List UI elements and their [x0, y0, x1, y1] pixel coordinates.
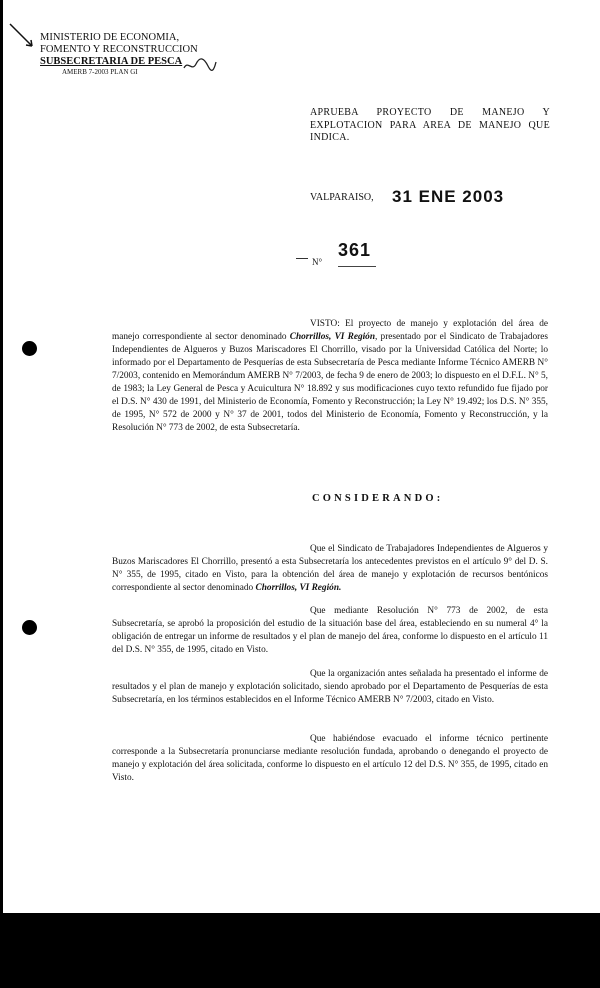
considerando-text: Que la organización antes señalada ha presentado el informe de resultados y el plan de manejo y explotación solicitado, siendo aprobado por el Departamento de Pesquerías de esta Subsecretaría, en los términos establecidos en el Informe Técnico AMERB N° 7/2003, citado en Visto. — [112, 669, 548, 705]
resolution-number: 361 — [338, 240, 372, 260]
place-label: VALPARAISO, — [310, 192, 374, 203]
header-subsecretaria: SUBSECRETARIA DE PESCA — [40, 56, 183, 67]
considerando-sector: Chorrillos, VI Región. — [255, 583, 342, 593]
considerando-paragraph — [112, 543, 548, 595]
considerando-text: Que habiéndose evacuado el informe técnico pertinente corresponde a la Subsecretaría pronunciarse mediante resolución fundada, aprobando o denegando el proyecto de manejo y explotación del área solicitada, conforme lo dispuesto en el artículo 12 del D.S. N° 355, de 1995, citado en Visto. — [112, 734, 548, 783]
date-stamp: 31 ENE 2003 — [392, 187, 505, 206]
ministry-header — [40, 32, 198, 77]
number-dash — [296, 258, 308, 259]
visto-paragraph — [112, 318, 548, 435]
visto-text-rest: , presentado por el Sindicato de Trabajadores Independientes de Algueros y Buzos Mariscadores El Chorrillo, visado por la Universidad Católica del Norte; lo informado por el Departamento de Pesquerías de esta Subsecretaría de Pesca mediante Informe Técnico AMERB N° 7/2003, contenido en Memorándum AMERB N° 7/2003, de fecha 9 de enero de 2003; lo dispuesto en el D.F.L. N° 5, de 1983; la Ley General de Pesca y Acuicultura N° 18.892 y sus modificaciones cuyo texto refundido fue fijado por el D.S. N° 430 de 1991, del Ministerio de Economía, Fomento y Reconstrucción; la Ley N° 19.492; los D.S. N° 355, de 1995, N° 572 de 2000 y N° 37 de 2001, todos del Ministerio de Economía, Fomento y Reconstrucción, y la Resolución N° 773 de 2002, de esta Subsecretaría. — [112, 332, 548, 433]
number-underline — [338, 266, 376, 267]
number-label: N° — [312, 257, 323, 267]
header-ministry: MINISTERIO DE ECONOMIA, — [40, 32, 180, 43]
resolution-subject: APRUEBA PROYECTO DE MANEJO Y EXPLOTACION PARA AREA DE MANEJO QUE INDICA. — [310, 107, 550, 143]
corner-staple-mark — [6, 20, 36, 50]
scan-left-edge — [0, 0, 3, 913]
punch-hole — [22, 341, 37, 356]
considerando-text: Que el Sindicato de Trabajadores Independientes de Algueros y Buzos Mariscadores El Chorrillo, presentó a esta Subsecretaría los antecedentes previstos en el artículo 9° del D. S. N° 355, de 1995, citado en Visto, para la obtención del área de manejo y explotación de recursos bentónicos correspondiente al sector denominado — [112, 544, 548, 593]
header-code: AMERB 7-2003 PLAN GI — [62, 68, 138, 76]
considerando-heading: CONSIDERANDO: — [312, 493, 444, 504]
header-fomento: FOMENTO Y RECONSTRUCCION — [40, 44, 198, 55]
considerando-paragraph — [112, 668, 548, 707]
considerando-paragraph — [112, 733, 548, 785]
visto-sector: Chorrillos, VI Región — [289, 332, 375, 342]
handwritten-initials — [182, 56, 218, 74]
punch-hole — [22, 620, 37, 635]
visto-text: El proyecto de manejo y explotación del área de manejo correspondiente al sector denominado — [112, 319, 548, 342]
scan-bottom-border — [0, 913, 600, 988]
considerando-text: Que mediante Resolución N° 773 de 2002, de esta Subsecretaría, se aprobó la proposición del estudio de la situación base del área, estableciendo en su numeral 4° la obligación de entregar un informe de resultados y el plan de manejo del área, conforme lo dispuesto en el artículo 11 del D.S. N° 355, de 1995, citado en Visto. — [112, 606, 548, 655]
considerando-paragraph — [112, 605, 548, 657]
visto-lead: VISTO: — [310, 319, 340, 329]
